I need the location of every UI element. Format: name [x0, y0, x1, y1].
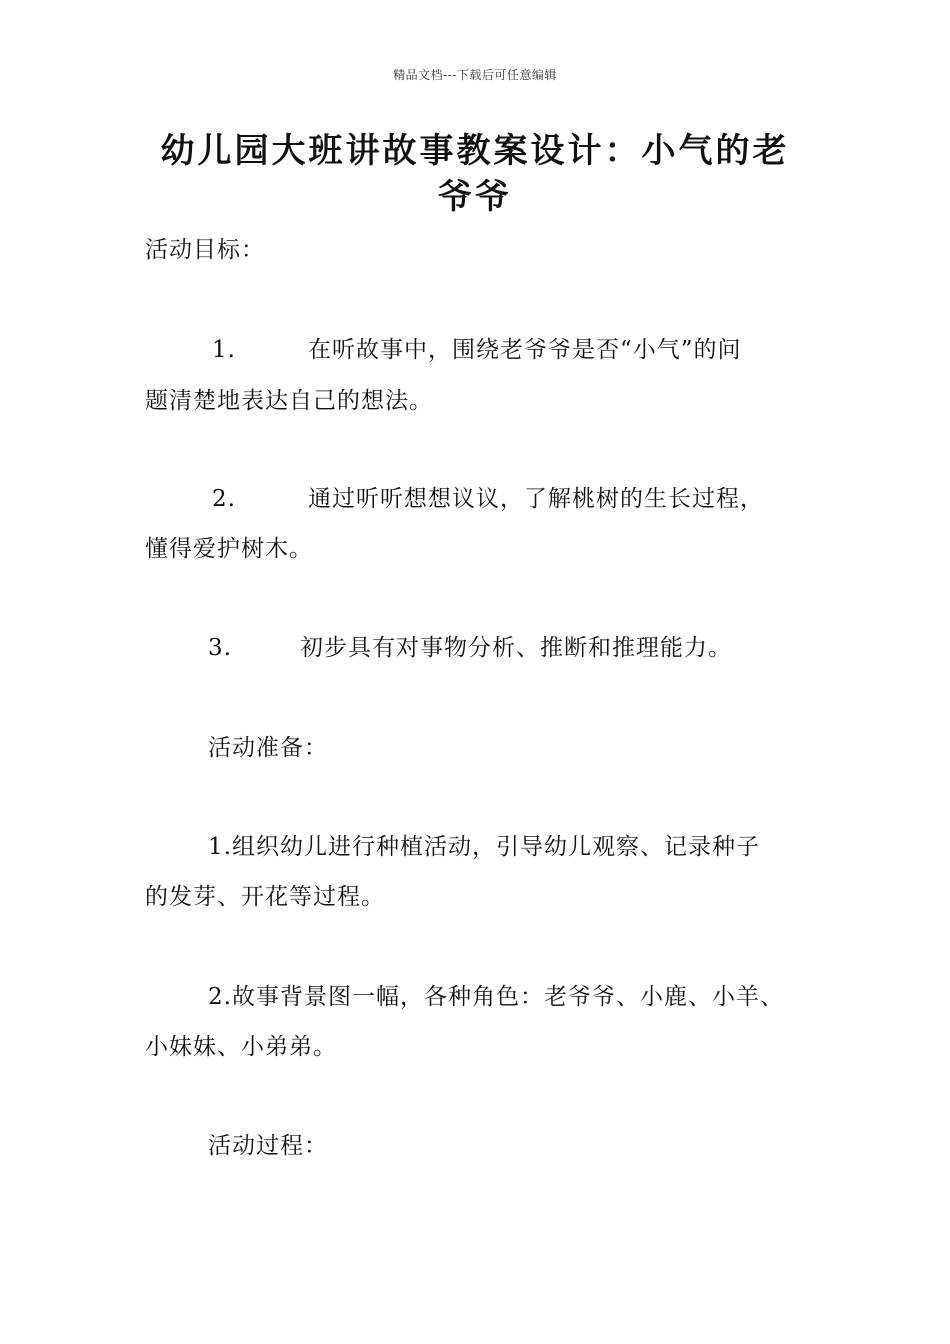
goal-1-line-2: 题清楚地表达自己的想法。: [145, 388, 433, 414]
goal-3-number: 3.: [208, 635, 232, 661]
goal-1-number: 1.: [212, 337, 236, 363]
goal-1-line-1: [212, 335, 742, 365]
goal-2-number: 2.: [212, 486, 236, 512]
document-title: [120, 128, 830, 220]
process-heading: 活动过程：: [208, 1133, 328, 1159]
goal-2-line-2: 懂得爱护树木。: [145, 536, 313, 562]
prep-1-line-1: 1.组织幼儿进行种植活动，引导幼儿观察、记录种子: [208, 834, 760, 860]
title-line-1: 幼儿园大班讲故事教案设计：小气的老: [160, 131, 790, 171]
prep-heading: 活动准备：: [208, 735, 328, 761]
goal-1-text-a: 在听故事中，围绕老爷爷是否“小气”的问: [308, 337, 742, 363]
prep-2-line-1: 2.故事背景图一幅，各种角色：老爷爷、小鹿、小羊、: [208, 984, 784, 1010]
goal-3-text: 初步具有对事物分析、推断和推理能力。: [300, 635, 732, 661]
goal-2-text-a: 通过听听想想议议，了解桃树的生长过程，: [308, 486, 764, 512]
goal-2-line-1: [212, 484, 764, 514]
header-note: 精品文档---下载后可任意编辑: [393, 68, 557, 82]
prep-1-line-2: 的发芽、开花等过程。: [145, 884, 385, 910]
title-line-2: 爷爷: [438, 177, 512, 217]
goal-3-line: [208, 633, 732, 663]
prep-2-line-2: 小妹妹、小弟弟。: [145, 1034, 337, 1060]
goals-heading: 活动目标：: [145, 237, 265, 263]
